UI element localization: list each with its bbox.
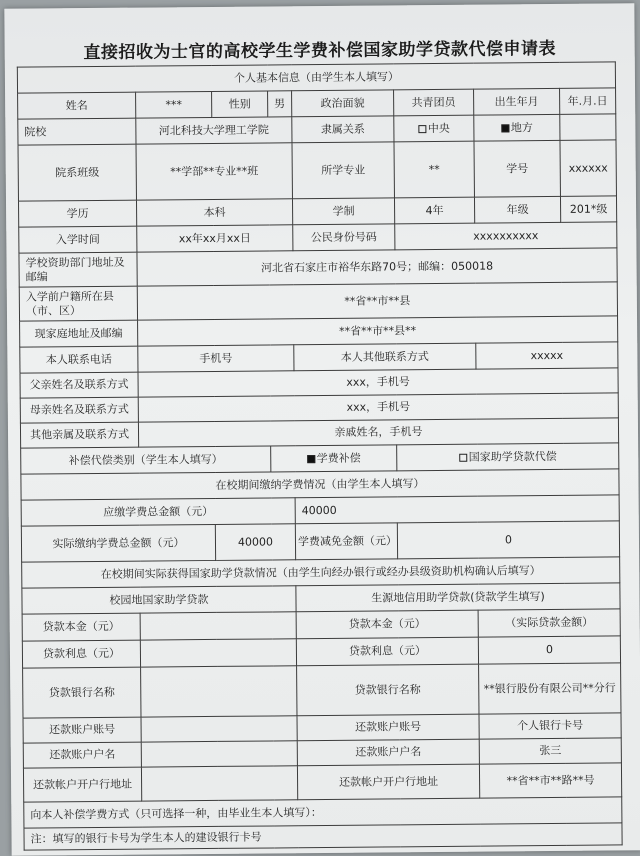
name-value: *** [136, 91, 212, 118]
total-due-label: 应缴学费总金额（元） [21, 498, 295, 526]
affiliation-local-text: 地方 [510, 121, 533, 135]
compensation-category-label: 补偿代偿类别（学生本人填写） [21, 446, 271, 474]
campus-principal-value [140, 612, 296, 640]
origin-principal-value: （实际贷款金额） [478, 609, 620, 637]
table-row [21, 521, 619, 562]
table-row [19, 282, 617, 321]
gender-label: 性别 [212, 91, 268, 117]
origin-open-bank-label: 还款帐户开户行地址 [297, 764, 479, 800]
origin-bank-label: 贷款银行名称 [297, 664, 479, 716]
birth-value: 年.月.日 [560, 88, 616, 114]
aid-office-address-label: 学校资助部门地址及邮编 [19, 252, 137, 287]
table-row [23, 763, 621, 802]
category-tuition-option [271, 445, 397, 472]
origin-account-name-value: 张三 [479, 738, 621, 764]
major-value: ** [394, 141, 474, 198]
campus-account-label: 还款账户账号 [23, 717, 141, 743]
phone-label: 本人联系电话 [20, 346, 138, 373]
phone-value: 手机号 [138, 345, 294, 372]
political-value: 共青团员 [394, 89, 474, 116]
dept-label: 院系班级 [18, 144, 136, 201]
education-value: 本科 [136, 199, 292, 226]
campus-open-bank-value [141, 766, 297, 801]
school-value: 河北科技大学理工学院 [136, 117, 292, 144]
total-due-value: 40000 [295, 495, 619, 524]
campus-interest-label: 贷款利息（元） [22, 640, 140, 668]
birth-label: 出生年月 [474, 88, 560, 115]
affiliation-label: 隶属关系 [292, 116, 394, 143]
origin-principal-label: 贷款本金（元） [296, 610, 478, 639]
campus-account-name-value [141, 741, 297, 767]
table-row [23, 663, 621, 718]
enroll-date-label: 入学时间 [19, 226, 137, 253]
campus-interest-value [140, 639, 296, 667]
aid-office-address-value: 河北省石家庄市裕华东路70号；邮编：050018 [137, 248, 617, 286]
category-loan-text: 国家助学贷款代偿 [468, 449, 557, 464]
application-table [17, 61, 623, 850]
school-label: 院校 [18, 118, 136, 145]
student-id-value: xxxxxx [560, 140, 616, 196]
name-label: 姓名 [18, 92, 136, 119]
total-paid-label: 实际缴纳学费总金额（元） [21, 524, 215, 562]
affiliation-central-text: 中央 [427, 121, 450, 135]
study-length-label: 学制 [292, 198, 394, 225]
education-label: 学历 [18, 200, 136, 227]
campus-account-name-label: 还款账户户名 [23, 742, 141, 768]
origin-account-name-label: 还款账户户名 [297, 739, 479, 766]
major-label: 所学专业 [292, 142, 394, 199]
table-row [24, 823, 622, 850]
mother-value: xxx，手机号 [138, 393, 618, 422]
relative-value: 亲戚姓名，手机号 [138, 418, 618, 447]
affiliation-central-option [394, 115, 474, 142]
student-id-label: 学号 [474, 140, 560, 197]
category-loan-option [397, 443, 619, 471]
study-length-value: 4年 [394, 197, 474, 224]
campus-account-value [141, 716, 297, 742]
gender-value: 男 [268, 91, 292, 117]
home-address-label: 现家庭地址及邮编 [20, 320, 138, 347]
section-header-personal: 个人基本信息（由学生本人填写） [17, 62, 615, 93]
origin-interest-label: 贷款利息（元） [296, 637, 478, 666]
other-contact-label: 本人其他联系方式 [294, 343, 476, 371]
local-checkbox-checked [501, 124, 509, 132]
enroll-date-value: xx年xx月xx日 [137, 225, 293, 252]
form-title: 直接招收为士官的高校学生学费补偿国家助学贷款代偿申请表 [83, 38, 557, 64]
loan-checkbox [459, 454, 467, 462]
campus-loan-header: 校园地国家助学贷款 [22, 586, 296, 614]
waiver-value: 0 [397, 521, 619, 559]
section-header-fees: 在校期间缴纳学费情况（由学生本人填写） [21, 469, 619, 500]
application-form-sheet [4, 3, 640, 855]
origin-interest-value: 0 [478, 636, 620, 664]
footnote-text: 注：填写的银行卡号为学生本人的建设银行卡号 [24, 823, 622, 850]
payment-method-text: 向本人补偿学费方式（只可选择一种，由毕业生本人填写）： [24, 797, 622, 828]
idcard-label: 公民身份号码 [293, 224, 395, 251]
affiliation-empty-cell [560, 114, 616, 140]
other-contact-value: xxxxx [476, 342, 618, 369]
campus-principal-label: 贷款本金（元） [22, 613, 140, 641]
table-row [19, 248, 617, 287]
idcard-value: xxxxxxxxxx [395, 222, 617, 250]
father-value: xxx，手机号 [138, 368, 618, 397]
origin-open-bank-value: **省**市**路**号 [479, 763, 621, 798]
origin-account-label: 还款账户账号 [297, 714, 479, 741]
campus-bank-label: 贷款银行名称 [23, 667, 141, 718]
hukou-label: 入学前户籍所在县（市、区） [19, 286, 137, 321]
hukou-value: **省**市**县 [137, 282, 617, 320]
origin-loan-header: 生源地信用助学贷款(贷款学生填写) [296, 583, 620, 612]
category-tuition-text: 学费补偿 [316, 451, 361, 465]
table-row [18, 140, 616, 201]
total-paid-value: 40000 [215, 524, 295, 561]
father-label: 父亲姓名及联系方式 [20, 372, 138, 398]
grade-label: 年级 [474, 196, 560, 223]
central-checkbox [418, 125, 426, 133]
origin-account-value: 个人银行卡号 [479, 713, 621, 739]
mother-label: 母亲姓名及联系方式 [20, 397, 138, 423]
dept-value: **学部**专业**班 [136, 143, 292, 200]
origin-bank-value: **银行股份有限公司**分行 [479, 663, 621, 714]
political-label: 政治面貌 [292, 90, 394, 117]
section-header-loans: 在校期间实际获得国家助学贷款情况（由学生向经办银行或经办县级资助机构确认后填写） [22, 557, 620, 588]
campus-open-bank-label: 还款帐户开户行地址 [23, 767, 141, 802]
home-address-value: **省**市**县** [138, 316, 618, 346]
grade-value: 201*级 [560, 196, 616, 222]
campus-bank-value [141, 666, 297, 717]
relative-label: 其他亲属及联系方式 [20, 422, 138, 448]
affiliation-local-option [474, 114, 560, 141]
waiver-label: 学费减免金额（元） [295, 523, 397, 560]
tuition-checkbox-checked [307, 455, 315, 463]
